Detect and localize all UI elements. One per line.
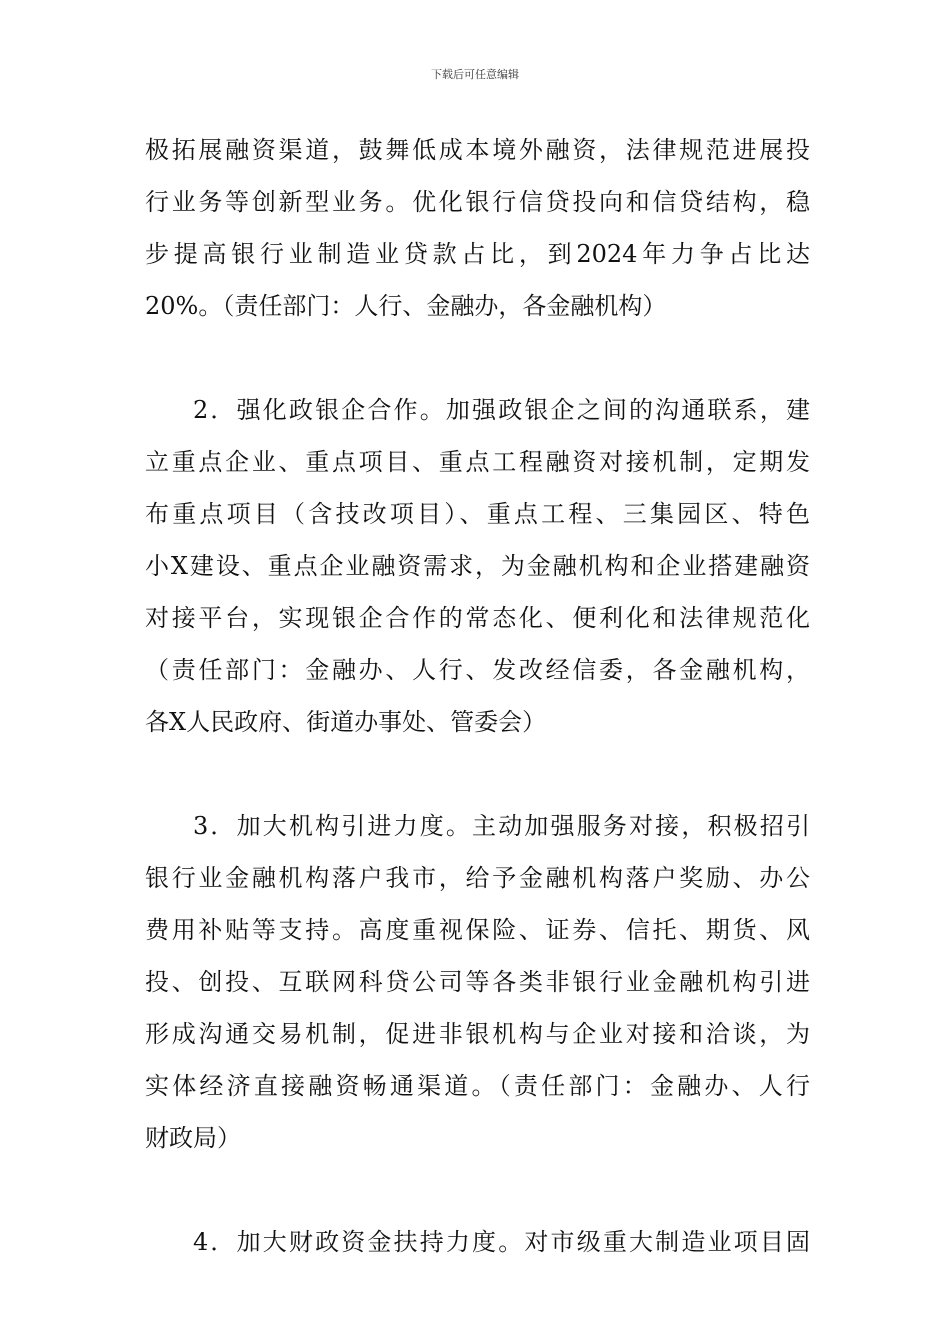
text-line: 极拓展融资渠道，鼓舞低成本境外融资，法律规范进展投	[145, 136, 810, 164]
text-line: 3．加大机构引进力度。主动加强服务对接，积极招引	[193, 812, 810, 840]
paragraph-4	[145, 1216, 810, 1268]
text-line: 银行业金融机构落户我市，给予金融机构落户奖励、办公	[145, 864, 810, 892]
text-line: 步提高银行业制造业贷款占比，到2024年力争占比达	[145, 240, 810, 268]
document-body	[145, 124, 810, 1268]
paragraph-3	[145, 800, 810, 1164]
text-line: 小X建设、重点企业融资需求，为金融机构和企业搭建融资	[145, 552, 810, 580]
text-line: 费用补贴等支持。高度重视保险、证券、信托、期货、风	[145, 916, 810, 944]
paragraph-gap	[145, 1164, 810, 1216]
text-line: 4．加大财政资金扶持力度。对市级重大制造业项目固	[193, 1228, 810, 1256]
paragraph-2	[145, 384, 810, 748]
text-line: 形成沟通交易机制，促进非银机构与企业对接和洽谈，为	[145, 1020, 810, 1048]
page-header-note: 下载后可任意编辑	[431, 68, 519, 81]
paragraph-gap	[145, 748, 810, 800]
text-line: 各X人民政府、街道办事处、管委会）	[145, 708, 547, 736]
text-line: 2．强化政银企合作。加强政银企之间的沟通联系，建	[193, 396, 810, 424]
text-line: 财政局）	[145, 1124, 241, 1152]
text-line: 对接平台，实现银企合作的常态化、便利化和法律规范化	[145, 604, 810, 632]
text-line: 立重点企业、重点项目、重点工程融资对接机制，定期发	[145, 448, 810, 476]
text-line: 行业务等创新型业务。优化银行信贷投向和信贷结构，稳	[145, 188, 810, 216]
paragraph-1	[145, 124, 810, 332]
text-line: 实体经济直接融资畅通渠道。（责任部门：金融办、人行	[145, 1072, 810, 1100]
text-line: 布重点项目（含技改项目）、重点工程、三集园区、特色	[145, 500, 810, 528]
text-line: （责任部门：金融办、人行、发改经信委，各金融机构，	[145, 656, 810, 684]
text-line: 投、创投、互联网科贷公司等各类非银行业金融机构引进	[145, 968, 810, 996]
paragraph-gap	[145, 332, 810, 384]
text-line: 20%。（责任部门：人行、金融办，各金融机构）	[145, 292, 667, 320]
